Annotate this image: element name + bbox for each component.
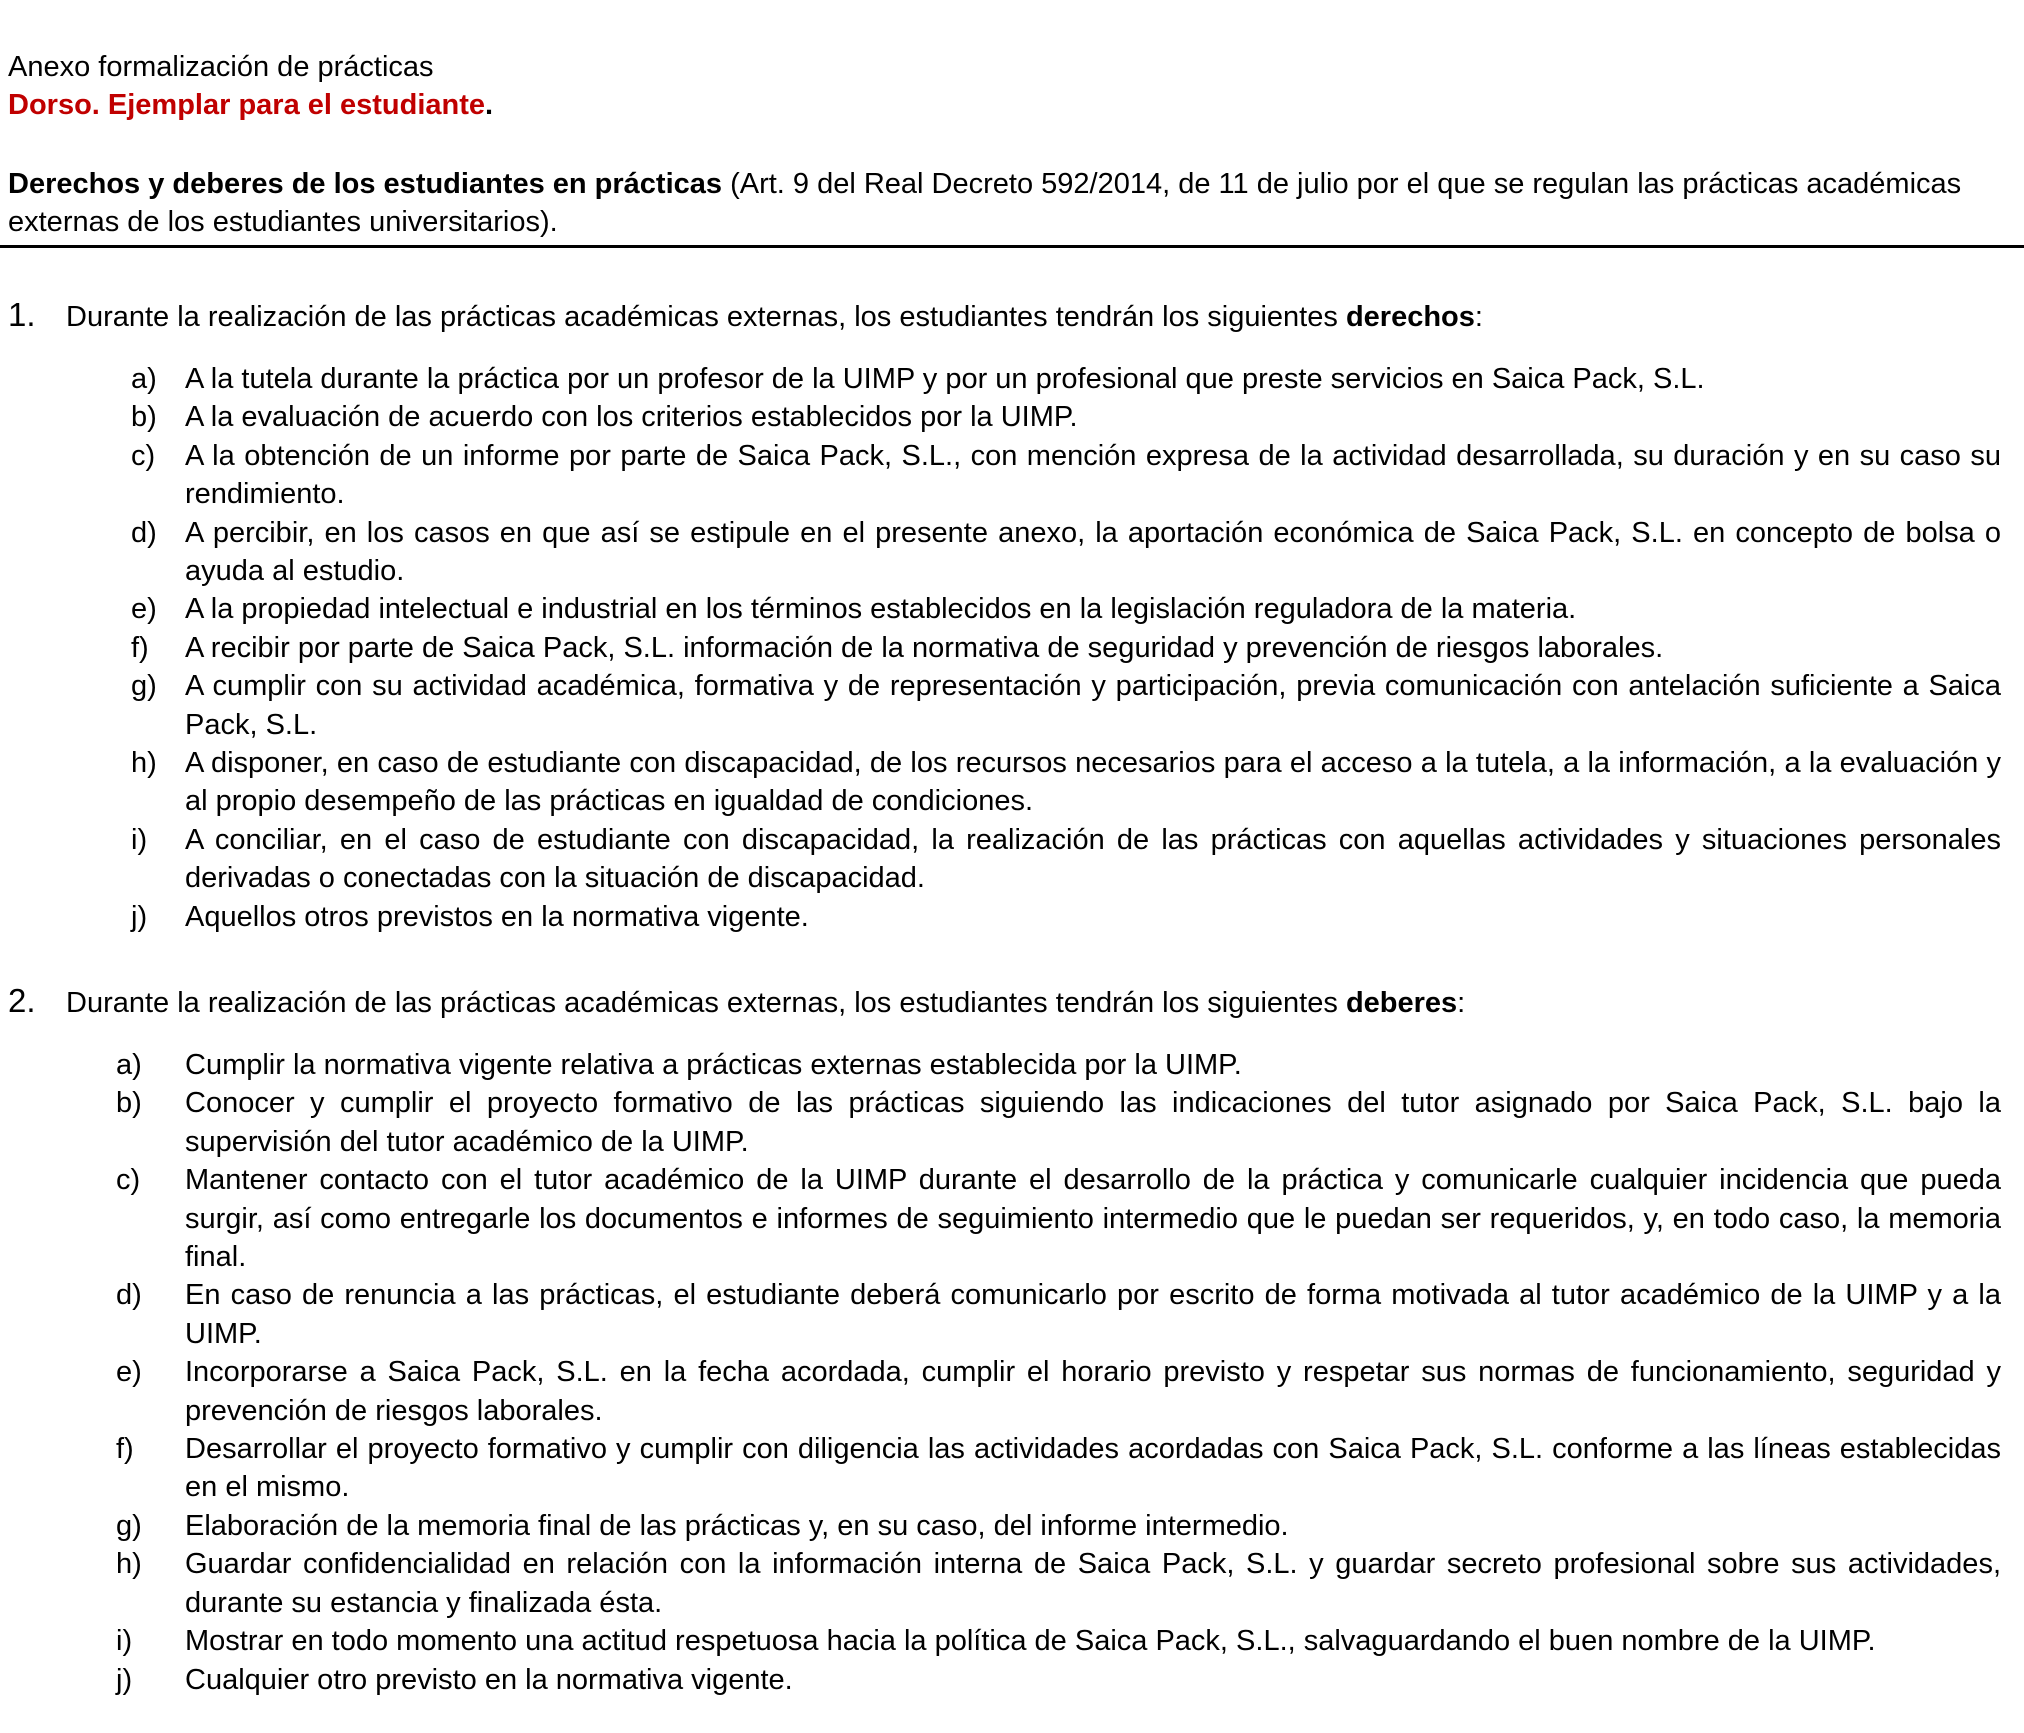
section-lead: Durante la realización de las prácticas académicas externas, los estudiantes tendrán los siguientes xyxy=(66,301,1346,333)
list-item-text: Mantener contacto con el tutor académico de la UIMP durante el desarrollo de la práctica y comunicarle cualquier incidencia que pueda surgir, así como entregarle los documentos e informes de seguimiento intermedio que le puedan ser requeridos, y, en todo caso, la memoria final. xyxy=(185,1164,2001,1274)
list-item xyxy=(8,1161,2001,1276)
list-item-text: Elaboración de la memoria final de las prácticas y, en su caso, del informe intermedio. xyxy=(185,1509,1289,1542)
list-item-letter: a) xyxy=(131,363,157,395)
list-item-letter: f) xyxy=(131,631,149,664)
list-item-letter: b) xyxy=(131,401,157,434)
intro-legal-reference: (Art. 9 del Real Decreto 592/2014, de 11 de julio por el que se regulan las prácticas académicas externas de los estudiantes universitarios). xyxy=(8,168,1962,238)
list-item xyxy=(8,590,2001,628)
list-item-text: A recibir por parte de Saica Pack, S.L. información de la normativa de seguridad y prevención de riesgos laborales. xyxy=(185,631,1664,664)
list-item-text: A la evaluación de acuerdo con los criterios establecidos por la UIMP. xyxy=(185,401,1078,434)
list-item xyxy=(8,360,2001,398)
list-item-letter: c) xyxy=(116,1164,141,1197)
section-keyword: derechos xyxy=(1345,301,1475,333)
list-item-letter: a) xyxy=(116,1049,142,1081)
intro-paragraph xyxy=(8,165,1968,241)
duties-list xyxy=(8,1046,2001,1699)
section-duties-heading xyxy=(8,982,1998,1022)
list-item-letter: e) xyxy=(131,593,157,626)
list-item xyxy=(8,1622,2001,1660)
list-item xyxy=(8,744,2001,821)
list-item-text: Aquellos otros previstos en la normativa vigente. xyxy=(185,900,809,933)
list-item xyxy=(8,1507,2001,1545)
list-item-letter: j) xyxy=(116,1663,133,1696)
back-side-label xyxy=(8,86,493,124)
list-item-text: Cumplir la normativa vigente relativa a prácticas externas establecida por la UIMP. xyxy=(185,1049,1242,1081)
list-item xyxy=(8,1430,2001,1507)
list-item xyxy=(8,514,2001,591)
list-item-text: En caso de renuncia a las prácticas, el estudiante deberá comunicarlo por escrito de forma motivada al tutor académico de la UIMP y a la UIMP. xyxy=(185,1279,2001,1350)
list-item xyxy=(8,1353,2001,1430)
list-item xyxy=(8,1276,2001,1353)
list-item-letter: h) xyxy=(116,1548,142,1581)
list-item xyxy=(8,1046,2001,1084)
annex-title: Anexo formalización de prácticas xyxy=(8,51,434,83)
list-item-letter: d) xyxy=(131,516,157,549)
section-number: 1. xyxy=(8,296,36,333)
list-item xyxy=(8,1545,2001,1622)
list-item xyxy=(8,1084,2001,1161)
list-item-letter: i) xyxy=(116,1625,133,1658)
section-number: 2. xyxy=(8,982,36,1019)
list-item-letter: b) xyxy=(116,1087,142,1120)
list-item-text: Guardar confidencialidad en relación con la información interna de Saica Pack, S.L. y guardar secreto profesional sobre sus actividades, durante su estancia y finalizada ésta. xyxy=(185,1548,2001,1619)
list-item-letter: f) xyxy=(116,1433,134,1466)
list-item-letter: d) xyxy=(116,1279,142,1312)
list-item-text: A la tutela durante la práctica por un profesor de la UIMP y por un profesional que preste servicios en Saica Pack, S.L. xyxy=(185,363,1705,395)
list-item-text: A cumplir con su actividad académica, formativa y de representación y participación, previa comunicación con antelación suficiente a Saica Pack, S.L. xyxy=(185,670,2001,741)
list-item-letter: c) xyxy=(131,439,156,472)
list-item-text: Conocer y cumplir el proyecto formativo de las prácticas siguiendo las indicaciones del tutor asignado por Saica Pack, S.L. bajo la supervisión del tutor académico de la UIMP. xyxy=(185,1087,2001,1158)
list-item xyxy=(8,898,2001,936)
list-item-letter: j) xyxy=(131,900,148,933)
list-item xyxy=(8,398,2001,436)
list-item-text: Incorporarse a Saica Pack, S.L. en la fecha acordada, cumplir el horario previsto y respetar sus normas de funcionamiento, seguridad y prevención de riesgos laborales. xyxy=(185,1356,2001,1427)
list-item-letter: g) xyxy=(116,1509,142,1542)
back-side-period: . xyxy=(485,89,494,121)
rights-list xyxy=(8,360,2001,936)
section-lead: Durante la realización de las prácticas académicas externas, los estudiantes tendrán los siguientes xyxy=(66,987,1346,1019)
list-item xyxy=(8,667,2001,744)
list-item-letter: h) xyxy=(131,747,157,780)
list-item-text: A percibir, en los casos en que así se estipule en el presente anexo, la aportación económica de Saica Pack, S.L. en concepto de bolsa o ayuda al estudio. xyxy=(185,516,2001,588)
back-side-text: Dorso. Ejemplar para el estudiante xyxy=(8,89,486,121)
section-colon: : xyxy=(1474,301,1483,333)
list-item xyxy=(8,821,2001,898)
intro-heading: Derechos y deberes de los estudiantes en prácticas xyxy=(8,168,723,200)
list-item-text: A la propiedad intelectual e industrial en los términos establecidos en la legislación reguladora de la materia. xyxy=(185,593,1577,626)
list-item-letter: e) xyxy=(116,1356,142,1389)
list-item-letter: g) xyxy=(131,670,157,703)
section-rights-heading xyxy=(8,296,1998,336)
list-item-text: Mostrar en todo momento una actitud respetuosa hacia la política de Saica Pack, S.L., salvaguardando el buen nombre de la UIMP. xyxy=(185,1625,1876,1658)
list-item xyxy=(8,629,2001,667)
list-item xyxy=(8,1661,2001,1699)
section-colon: : xyxy=(1457,987,1466,1019)
list-item-text: A disponer, en caso de estudiante con discapacidad, de los recursos necesarios para el acceso a la tutela, a la información, a la evaluación y al propio desempeño de las prácticas en igualdad de condiciones. xyxy=(185,747,2001,818)
list-item-text: A la obtención de un informe por parte de Saica Pack, S.L., con mención expresa de la actividad desarrollada, su duración y en su caso su rendimiento. xyxy=(185,439,2001,511)
header-divider xyxy=(0,245,2024,248)
list-item-text: Cualquier otro previsto en la normativa vigente. xyxy=(185,1663,793,1696)
list-item-text: A conciliar, en el caso de estudiante con discapacidad, la realización de las prácticas con aquellas actividades y situaciones personales derivadas o conectadas con la situación de discapacidad. xyxy=(185,823,2001,895)
section-keyword: deberes xyxy=(1345,987,1458,1019)
list-item-letter: i) xyxy=(131,823,148,856)
list-item xyxy=(8,437,2001,514)
list-item-text: Desarrollar el proyecto formativo y cumplir con diligencia las actividades acordadas con Saica Pack, S.L. conforme a las líneas establecidas en el mismo. xyxy=(185,1433,2001,1504)
